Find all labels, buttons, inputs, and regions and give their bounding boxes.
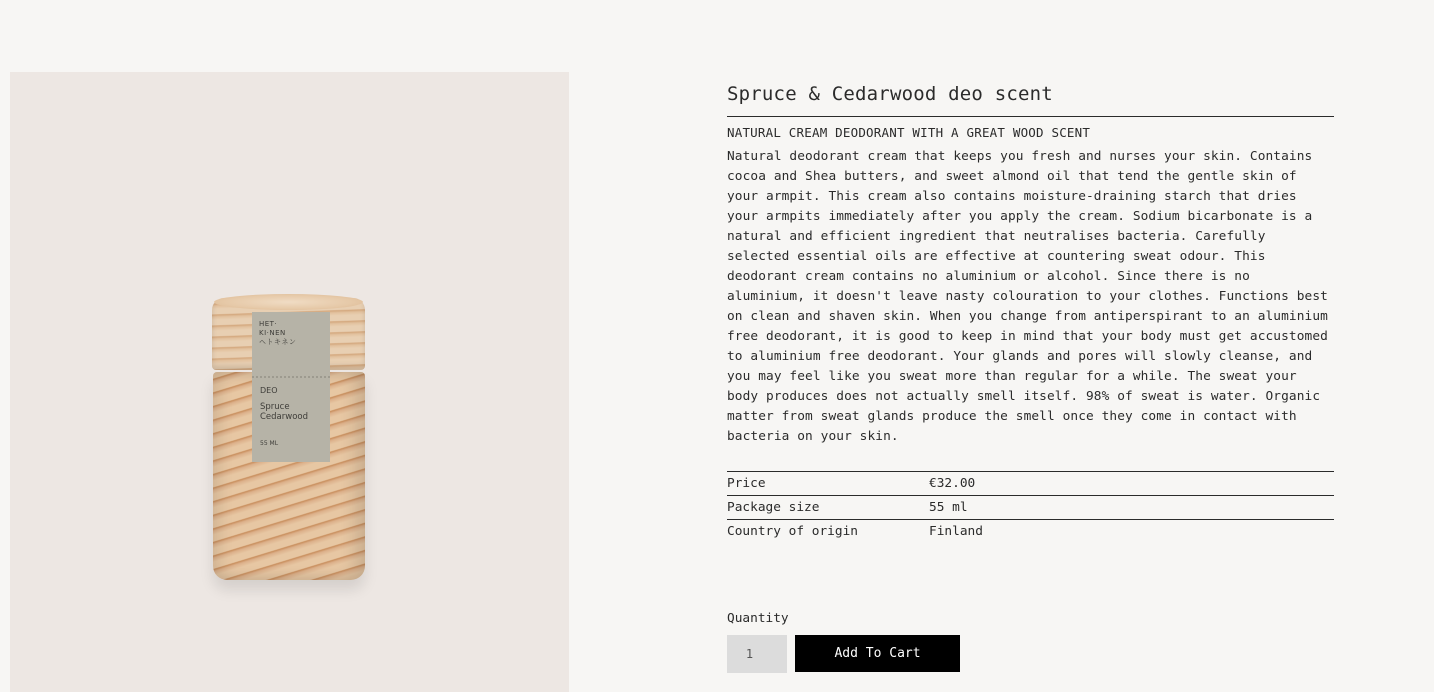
product-title: Spruce & Cedarwood deo scent (727, 80, 1334, 117)
quantity-input[interactable] (727, 635, 787, 673)
product-details (727, 80, 1334, 544)
quantity-label: Quantity (727, 611, 789, 626)
table-row (727, 472, 1334, 496)
product-info-table (727, 471, 1334, 544)
jar-scent: Spruce Cedarwood (260, 402, 309, 422)
product-description: Natural deodorant cream that keeps you fresh and nurses your skin. Contains cocoa and Shea butters, and sweet almond oil that tend the gentle skin of your armpit. This cream also contains moisture-draining starch that dries your armpits immediately after you apply the cream. Sodium bicarbonate is a natural and efficient ingredient that neutralises bacteria. Carefully selected essential oils are effective at countering sweat odour. This deodorant cream contains no aluminium or alcohol. Since there is no aluminium, it doesn't leave nasty colouration to your clothes. Functions best on clean and shaven skin. When you change from antiperspirant to an aluminium free deodorant, it is good to keep in mind that your body must get accustomed to aluminium free deodorant. Your glands and pores will slowly cleanse, and you may feel like you sweat more than regular for a while. The sweat your body produces does not actually smell itself. 98% of sweat is water. Organic matter from sweat glands produce the smell once they come in contact with bacteria on your skin. (727, 149, 1328, 444)
product-image[interactable] (10, 72, 569, 692)
product-subtitle: NATURAL CREAM DEODORANT WITH A GREAT WOOD SCENT (727, 125, 1091, 140)
jar-kind: DEO (260, 386, 278, 395)
jar-brand: HET· KI·NEN ヘトキネン (259, 320, 297, 346)
table-row (727, 496, 1334, 520)
origin-value: Finland (929, 524, 983, 540)
origin-label: Country of origin (727, 524, 858, 540)
price-label: Price (727, 476, 766, 491)
deodorant-jar (212, 298, 367, 582)
price-value: €32.00 (929, 476, 976, 491)
add-to-cart-button[interactable]: Add To Cart (795, 635, 960, 672)
jar-size: 55 ML (260, 440, 279, 447)
table-row (727, 520, 1334, 544)
package-size-value: 55 ml (929, 500, 968, 515)
package-size-label: Package size (727, 500, 820, 515)
jar-label (252, 312, 330, 462)
